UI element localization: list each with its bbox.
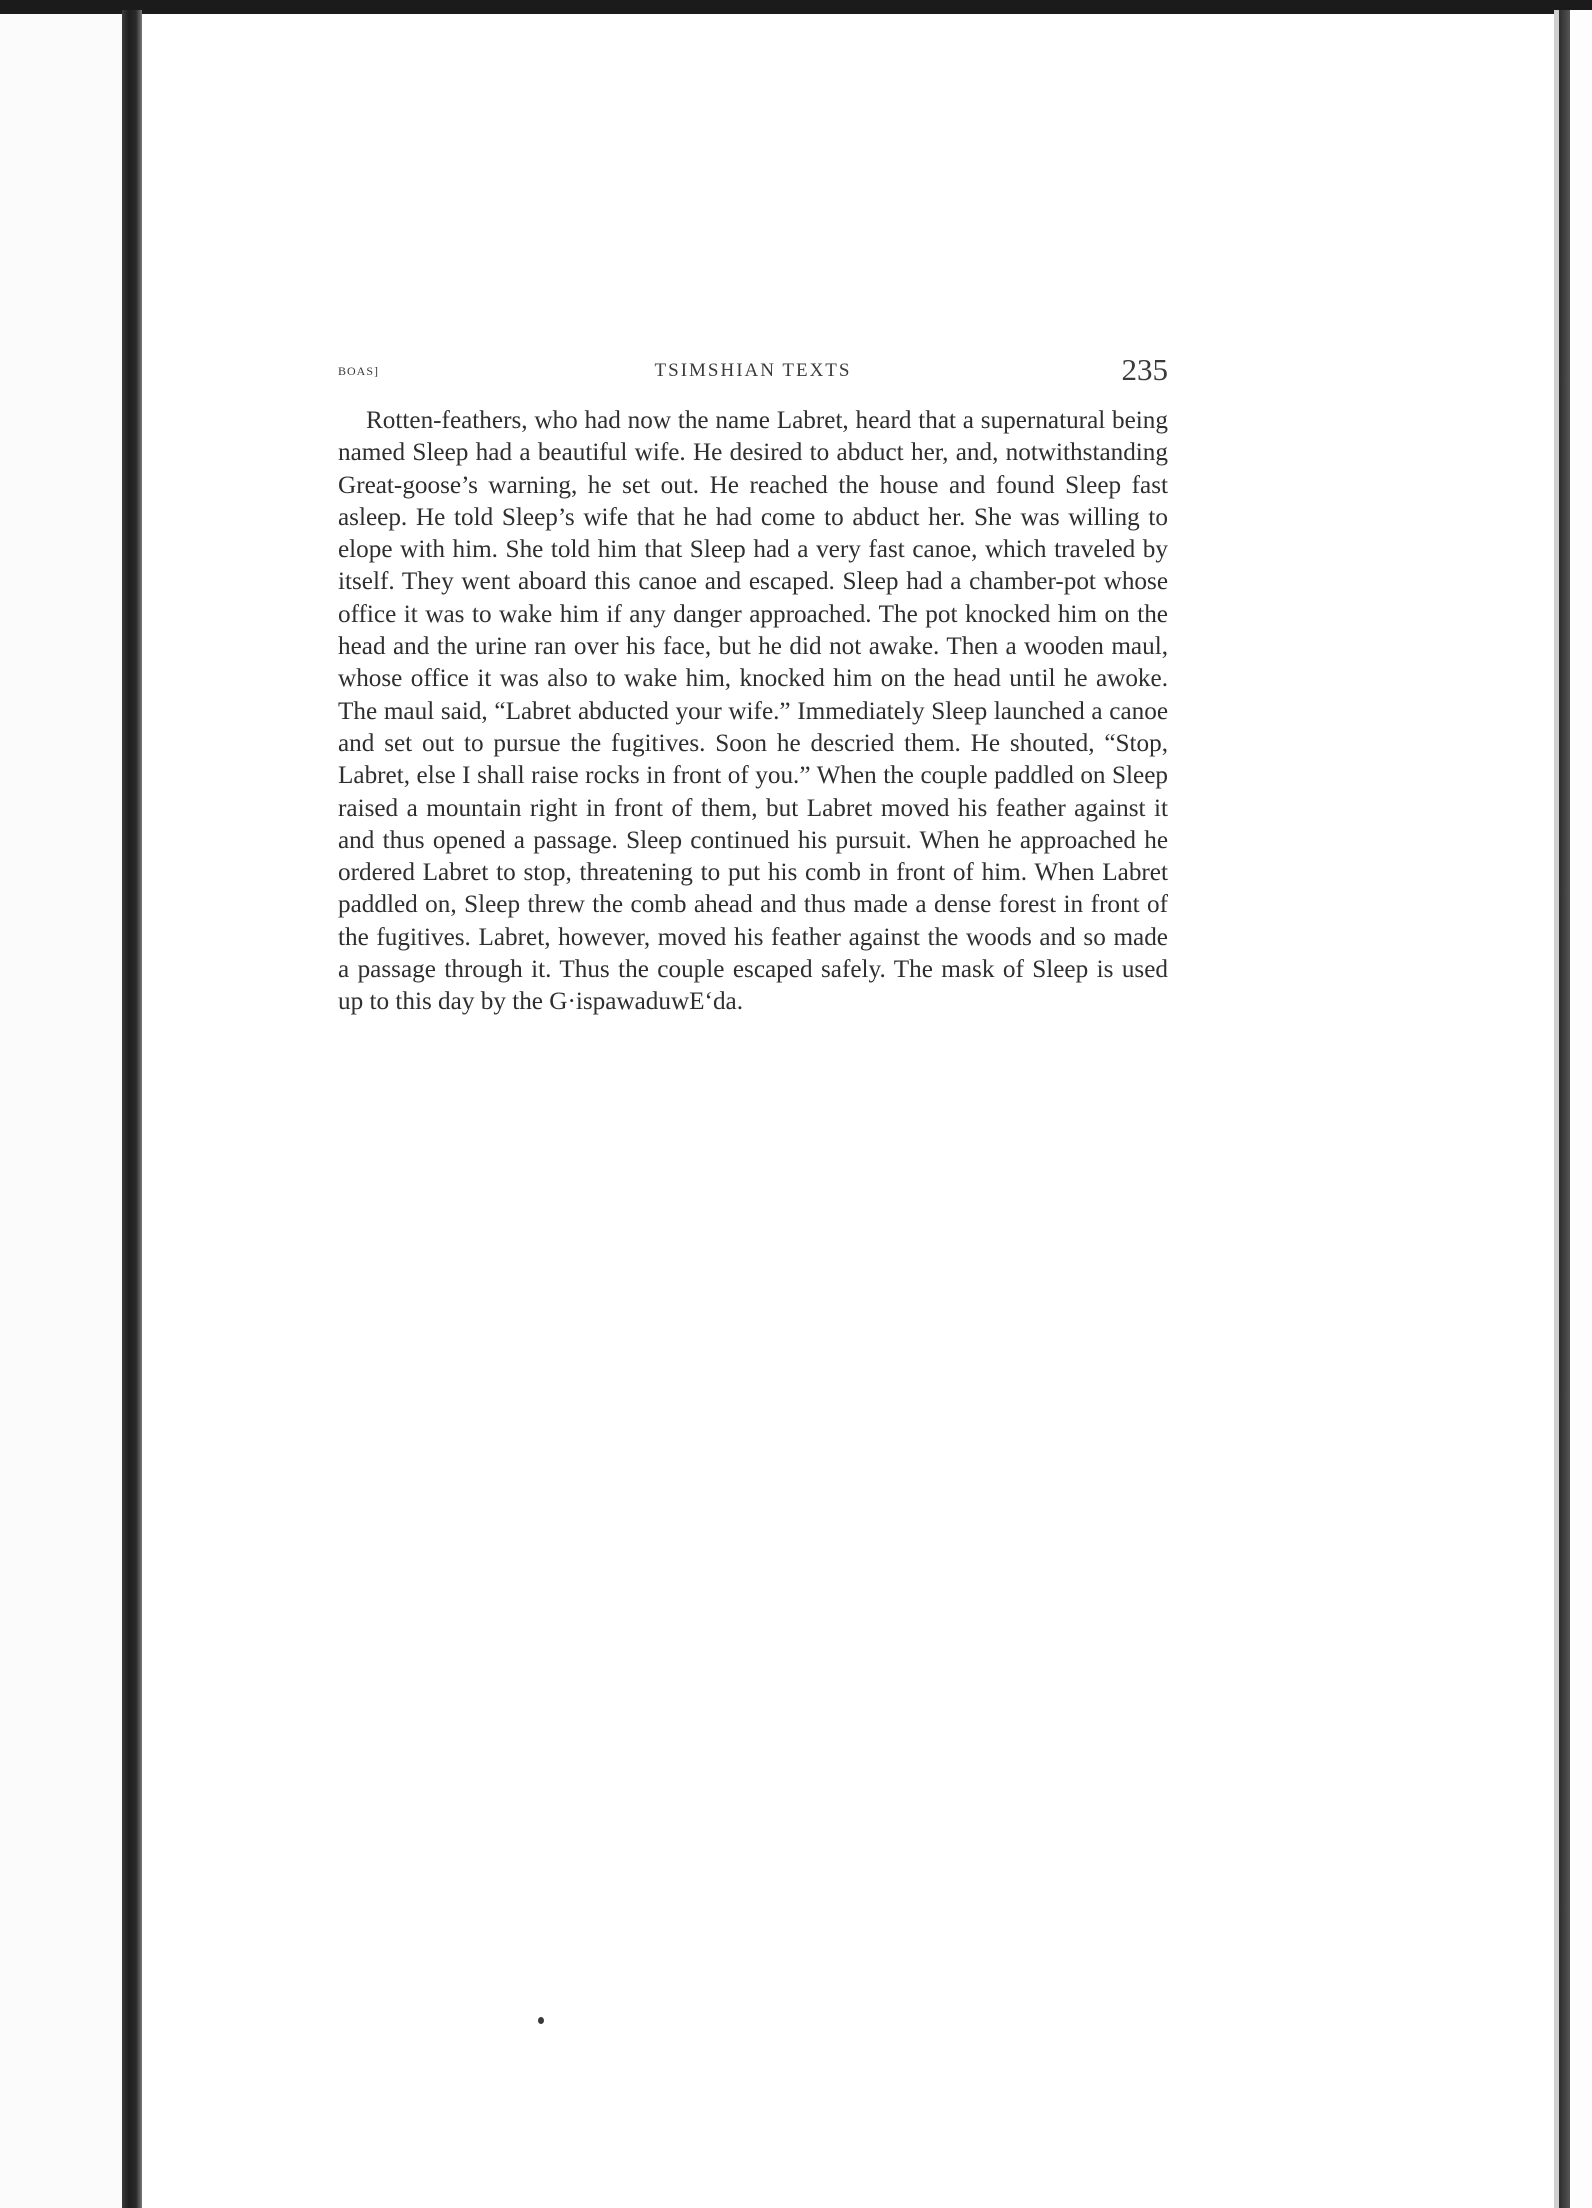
running-header-author: BOAS] xyxy=(338,364,380,378)
page-stack-edge xyxy=(1559,10,1570,2208)
scan-right-margin xyxy=(1570,10,1592,2208)
scan-top-border xyxy=(0,0,1592,14)
page-number: 235 xyxy=(1121,352,1168,387)
running-header xyxy=(338,352,1168,392)
previous-page-margin xyxy=(0,14,122,2208)
book-binding-edge xyxy=(122,10,142,2208)
running-header-title: TSIMSHIAN TEXTS xyxy=(654,360,852,381)
body-paragraph: Rotten-feathers, who had now the name Labret, heard that a supernatural being named Sleep had a beautiful wife. He desired to abduct her, and, notwithstanding Great-goose’s warning, he set out. He reached the house and found Sleep fast asleep. He told Sleep’s wife that he had come to abduct her. She was willing to elope with him. She told him that Sleep had a very fast canoe, which traveled by itself. They went aboard this canoe and escaped. Sleep had a chamber-pot whose office it was to wake him if any danger approached. The pot knocked him on the head and the urine ran over his face, but he did not awake. Then a wooden maul, whose office it was also to wake him, knocked him on the head until he awoke. The maul said, “Labret abducted your wife.” Immediately Sleep launched a canoe and set out to pursue the fugitives. Soon he descried them. He shouted, “Stop, Labret, else I shall raise rocks in front of you.” When the couple paddled on Sleep raised a mountain right in front of them, but Labret moved his feather against it and thus opened a passage. Sleep continued his pursuit. When he approached he ordered Labret to stop, threatening to put his comb in front of him. When Labret paddled on, Sleep threw the comb ahead and thus made a dense forest in front of the fugitives. Labret, however, moved his feather against the woods and so made a passage through it. Thus the couple escaped safely. The mask of Sleep is used up to this day by the G·ispawaduwEʻda. xyxy=(338,407,1168,1016)
ink-speck xyxy=(538,2017,544,2024)
